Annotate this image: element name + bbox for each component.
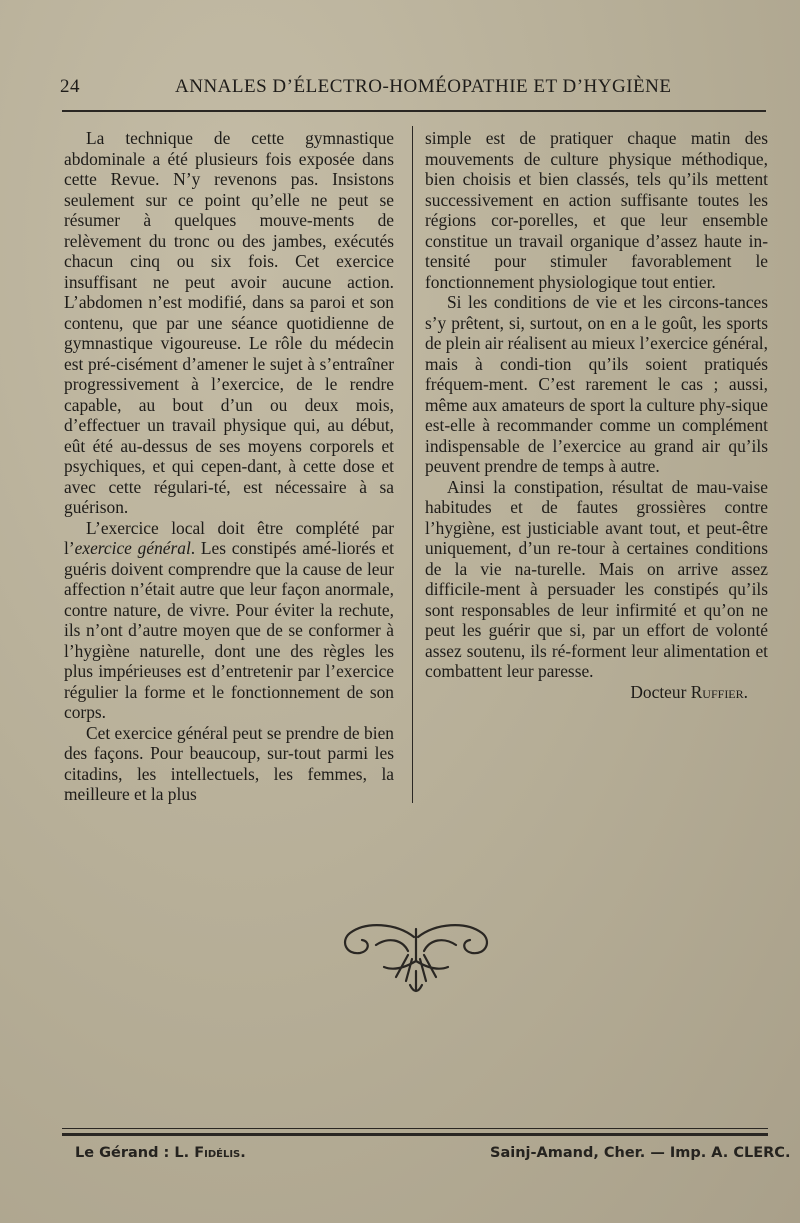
footer-manager-label: Le Gérand : L. — [75, 1145, 195, 1161]
right-paragraph-3: Ainsi la constipation, résultat de mau-vaise habitudes et de fautes grossières contre l’hygiène, est justiciable avant tout, et peut-être uniquement, d’un re-tour à certaines conditions de la vie na-turelle. Mais on arrive assez difficile-ment à persuader les constipés qu’ils sont responsables de leur infirmité et qu’on ne peut les guérir que si, par un effort de volonté assez soutenu, ils ré-forment leur alimentation et combattent leur paresse. — [425, 476, 768, 681]
footer-manager — [75, 1145, 246, 1161]
footer-printer: Sainj-Amand, Cher. — Imp. A. CLERC. — [490, 1145, 791, 1161]
column-divider — [412, 126, 413, 803]
right-paragraph-1: simple est de pratiquer chaque matin des mouvements de culture physique méthodique, bien choisis et bien classés, tels qu’ils mettent successivement en action suffisante toutes les régions cor-porelles, et que leur ensemble constitue un travail organique d’assez haute in-tensité pour stimuler favorablement le fonctionnement physiologique tout entier. — [425, 128, 768, 292]
signature-title: Docteur — [630, 681, 691, 702]
right-paragraph-2: Si les conditions de vie et les circons-tances s’y prêtent, si, surtout, on en a le goût, les sports de plein air réalisent au mieux l’exercice général, mais à condi-tion qu’ils soient pratiqués fréquem-ment. C’est rarement le cas ; aussi, même aux amateurs de sport la culture phy-sique est-elle à recommander comme un complément indispensable de l’exercice au grand air qu’ils peuvent prendre de temps à autre. — [425, 292, 768, 476]
left-paragraph-2-start: L’exercice local doit être complété par l’ — [64, 517, 394, 558]
signature-name: Ruffier. — [690, 681, 748, 702]
left-paragraph-3: Cet exercice général peut se prendre de bien des façons. Pour beaucoup, sur-tout parmi les citadins, les intellectuels, les femmes, la meilleure et la plus — [64, 722, 394, 804]
author-signature — [425, 682, 768, 703]
left-column — [64, 128, 394, 805]
footer-rule-thick — [62, 1133, 768, 1136]
page-number: 24 — [60, 76, 80, 97]
footer-manager-name: Fidélis. — [194, 1145, 246, 1161]
right-column — [425, 128, 768, 702]
left-paragraph-2 — [64, 518, 394, 723]
ornament-icon — [336, 915, 496, 995]
left-paragraph-1: La technique de cette gymnastique abdominale a été plusieurs fois exposée dans cette Revue. N’y revenons pas. Insistons seulement sur ce point qu’elle ne peut se résumer à quelques mouve-ments de relèvement du tronc ou des jambes, exécutés chacun cinq ou six fois. Cet exercice insuffisant ne peut avoir aucune action. L’abdomen n’est modifié, dans sa paroi et son contenu, que par une séance quotidienne de gymnastique vigoureuse. Le rôle du médecin est pré-cisément d’amener le sujet à s’entraîner progressivement à l’exercice, de le rendre capable, au bout d’un ou deux mois, d’effectuer un travail physique qui, au début, eût été au-dessus de ses moyens corporels et psychiques, et qui cepen-dant, à cette dose et avec cette régulari-té, est nécessaire à sa guérison. — [64, 128, 394, 517]
footer-rule-thin — [62, 1128, 768, 1129]
exercise-general-emphasis: exercice général — [74, 538, 191, 558]
header-rule — [62, 110, 766, 112]
running-title: ANNALES D’ÉLECTRO-HOMÉOPATHIE ET D’HYGIÈNE — [175, 76, 672, 97]
page-header — [60, 76, 765, 102]
left-paragraph-2-end: . Les constipés amé-liorés et guéris doivent comprendre que la cause de leur affection n’était autre que leur façon anormale, contre nature, de vivre. Pour éviter la rechute, ils n’ont d’autre moyen que de se conformer à l’hygiène naturelle, dont une des règles les plus impérieuses est d’entretenir par l’exercice régulier la forme et le fonctionnement de son corps. — [64, 538, 394, 722]
